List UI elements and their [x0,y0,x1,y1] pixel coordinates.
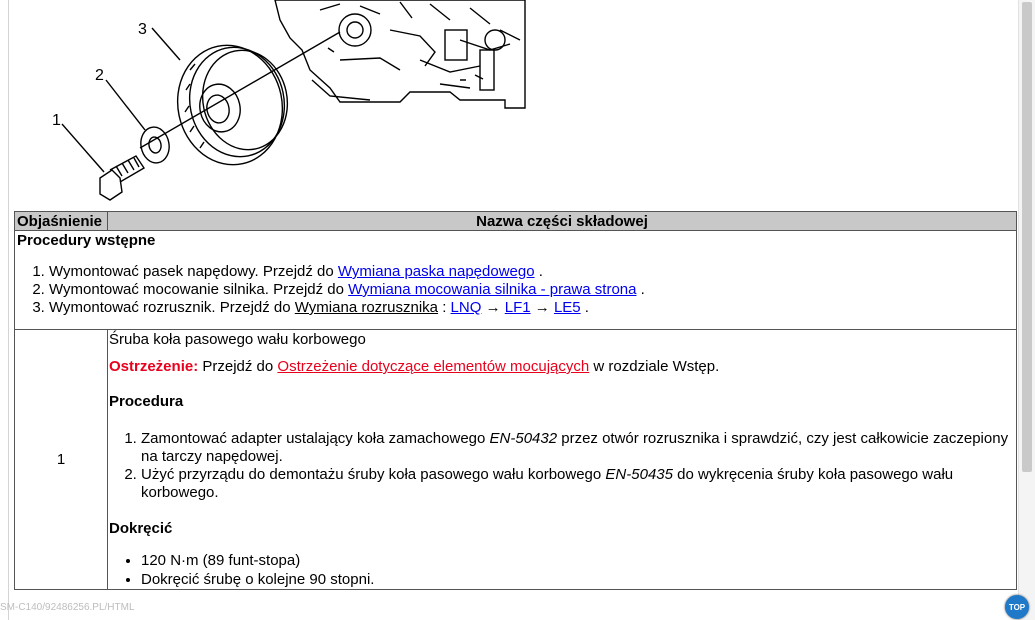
tool-code: EN-50432 [489,430,558,447]
table-header-row [15,212,1017,231]
fastener-warning-link[interactable]: Ostrzeżenie dotyczące elementów mocujących [277,358,590,375]
variant-le5-link[interactable]: LE5 [553,299,581,316]
warning-text-after: w rozdziale Wstęp. [589,358,720,375]
engine-mount-link[interactable]: Wymiana mocowania silnika - prawa strona [348,281,637,298]
preliminary-row [15,231,1017,330]
arrow-icon: → [485,299,501,316]
list-item: • 120 N·m (89 funt-stopa) [141,551,1014,570]
procedure-steps [109,430,1014,502]
step-text: Zamontować adapter ustalający koła zamachowego [141,430,490,447]
torque-list [109,551,1014,589]
variant-lnq-link[interactable]: LNQ [450,299,482,316]
table-row [15,330,1017,590]
warning-line [109,358,1014,375]
warning-text: Przejdź do [198,358,278,375]
row-number: 1 [15,330,108,590]
list-item [141,430,1014,466]
header-callout: Objaśnienie [15,212,108,231]
row-description [108,330,1017,590]
separator: : [438,299,451,316]
variant-lf1-link[interactable]: LF1 [504,299,531,316]
list-item [49,281,1014,299]
warning-label: Ostrzeżenie: [109,358,199,375]
tool-code: EN-50435 [605,466,673,483]
list-item [49,263,1014,281]
starter-link[interactable]: Wymiana rozrusznika [294,299,439,316]
preliminary-steps [17,263,1014,317]
callout-3: 3 [138,21,147,38]
procedure-title: Procedura [109,393,184,410]
vertical-scrollbar[interactable] [1018,0,1035,620]
step-suffix: . [534,263,543,280]
list-item: • Dokręcić śrubę o kolejne 90 stopni. [141,570,1014,589]
preliminary-cell [15,231,1017,330]
step-text: Wymontować rozrusznik. Przejdź do [49,299,295,316]
step-text-after: do wykręcenia śruby koła pasowego wału korbowego. [141,466,954,501]
left-border [8,0,9,620]
list-item [49,299,1014,317]
step-text: Użyć przyrządu do demontażu śruby koła pasowego wału korbowego [141,466,606,483]
header-component-name: Nazwa części składowej [108,212,1017,231]
crankshaft-pulley-illustration [40,0,540,208]
component-table [14,211,1017,590]
scroll-to-top-button[interactable]: TOP [1005,595,1029,619]
scrollbar-thumb[interactable] [1022,2,1032,472]
step-suffix: . [636,281,645,298]
drive-belt-link[interactable]: Wymiana paska napędowego [337,263,535,280]
step-text: Wymontować mocowanie silnika. Przejdź do [49,281,349,298]
component-name: Śruba koła pasowego wału korbowego [109,331,366,348]
callout-1: 1 [52,112,61,129]
tighten-title: Dokręcić [109,520,173,537]
callout-2: 2 [95,67,104,84]
step-suffix: . [580,299,589,316]
document-id: SM-C140/92486256.PL/HTML [0,602,135,613]
step-text: Wymontować pasek napędowy. Przejdź do [49,263,338,280]
preliminary-title: Procedury wstępne [17,232,156,249]
arrow-icon: → [534,299,550,316]
step-text-after: przez otwór rozrusznika i sprawdzić, czy jest całkowicie zaczepiony na tarczy napędowej. [141,430,1009,465]
list-item [141,466,1014,502]
